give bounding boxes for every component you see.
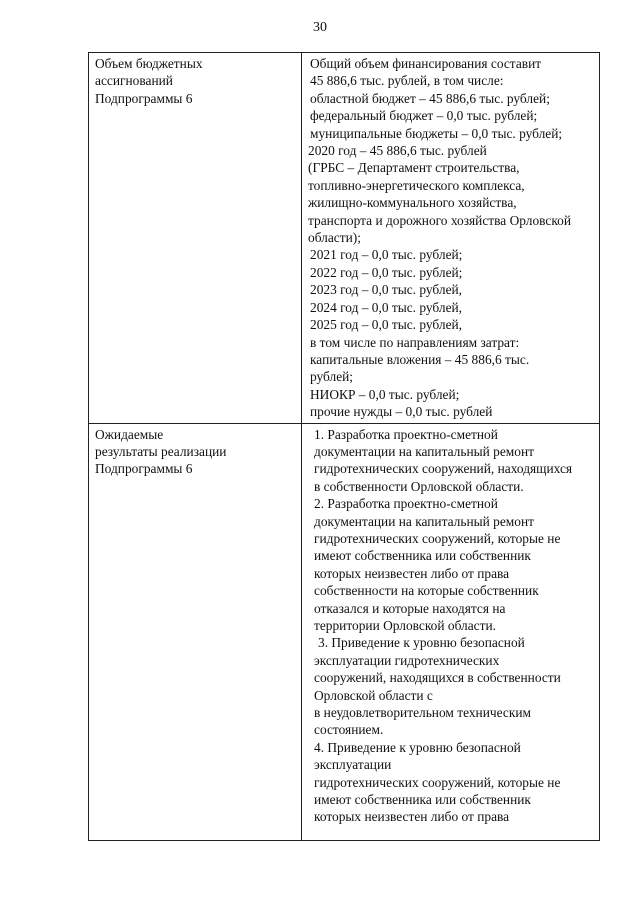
value-line: муниципальные бюджеты – 0,0 тыс. рублей; [310, 125, 563, 141]
value-line: 4. Приведение к уровню безопасной [314, 739, 521, 755]
table-row-expected-results [89, 423, 600, 840]
value-line: гидротехнических сооружений, которые не [314, 530, 561, 546]
value-line: 2024 год – 0,0 тыс. рублей, [310, 299, 463, 315]
value-line: НИОКР – 0,0 тыс. рублей; [310, 386, 460, 402]
row-value-cell [302, 53, 600, 424]
value-line: рублей; [310, 369, 354, 385]
value-line: 2020 год – 45 886,6 тыс. рублей [308, 143, 487, 159]
table-row-budget-allocations [89, 53, 600, 424]
label-line: результаты реализации [95, 443, 227, 459]
value-line: 2025 год – 0,0 тыс. рублей, [310, 317, 463, 333]
value-line: сооружений, находящихся в собственности [314, 670, 561, 686]
label-line: Подпрограммы 6 [95, 461, 193, 477]
value-line: состоянием. [314, 722, 384, 738]
value-line: 3. Приведение к уровню безопасной [318, 635, 525, 651]
label-line: Ожидаемые [95, 426, 164, 442]
value-line: в неудовлетворительном техническим [314, 705, 531, 721]
value-line: 45 886,6 тыс. рублей, в том числе: [310, 73, 504, 89]
value-line: территории Орловской области. [314, 618, 496, 633]
value-line: документации на капитальный ремонт [314, 513, 534, 529]
value-line: 2022 год – 0,0 тыс. рублей; [310, 264, 463, 280]
value-line: (ГРБС – Департамент строительства, [308, 160, 520, 176]
value-line: Общий объем финансирования составит [310, 56, 542, 71]
value-line: имеют собственника или собственник [314, 548, 531, 564]
value-line: 2023 год – 0,0 тыс. рублей, [310, 282, 463, 298]
subprogram-passport-table [88, 52, 600, 841]
label-line: Объем бюджетных [95, 56, 203, 71]
value-line: собственности на которые собственник [314, 583, 539, 599]
value-line: прочие нужды – 0,0 тыс. рублей [310, 404, 493, 420]
value-line: отказался и которые находятся на [314, 600, 506, 616]
value-line: гидротехнических сооружений, находящихся [314, 461, 573, 477]
value-line: 2021 год – 0,0 тыс. рублей; [310, 247, 463, 263]
value-line: в собственности Орловской области. [314, 478, 524, 494]
row-label-cell [89, 423, 302, 840]
value-line: жилищно-коммунального хозяйства, [308, 195, 517, 211]
value-line: капитальные вложения – 45 886,6 тыс. [310, 351, 530, 367]
value-line: 2. Разработка проектно-сметной [314, 496, 498, 512]
value-line: области); [308, 230, 361, 246]
row-label-cell [89, 53, 302, 424]
value-line: которых неизвестен либо от права [314, 809, 510, 825]
value-line: гидротехнических сооружений, которые не [314, 774, 561, 790]
value-line: Орловской области с [314, 687, 433, 703]
value-line: эксплуатации [314, 757, 392, 773]
value-line: имеют собственника или собственник [314, 792, 531, 808]
value-line: в том числе по направлениям затрат: [310, 334, 520, 350]
value-line: которых неизвестен либо от права [314, 565, 510, 581]
label-line: ассигнований [95, 73, 173, 89]
value-line: документации на капитальный ремонт [314, 443, 534, 459]
value-line: федеральный бюджет – 0,0 тыс. рублей; [310, 108, 538, 124]
row-value-cell [302, 423, 600, 840]
value-line: областной бюджет – 45 886,6 тыс. рублей; [310, 90, 550, 106]
label-line: Подпрограммы 6 [95, 90, 193, 106]
value-line: топливно-энергетического комплекса, [308, 177, 525, 193]
page-number: 30 [313, 20, 327, 35]
value-line: транспорта и дорожного хозяйства Орловской [308, 212, 572, 228]
value-line: 1. Разработка проектно-сметной [314, 426, 498, 442]
value-line: эксплуатации гидротехнических [314, 652, 500, 668]
